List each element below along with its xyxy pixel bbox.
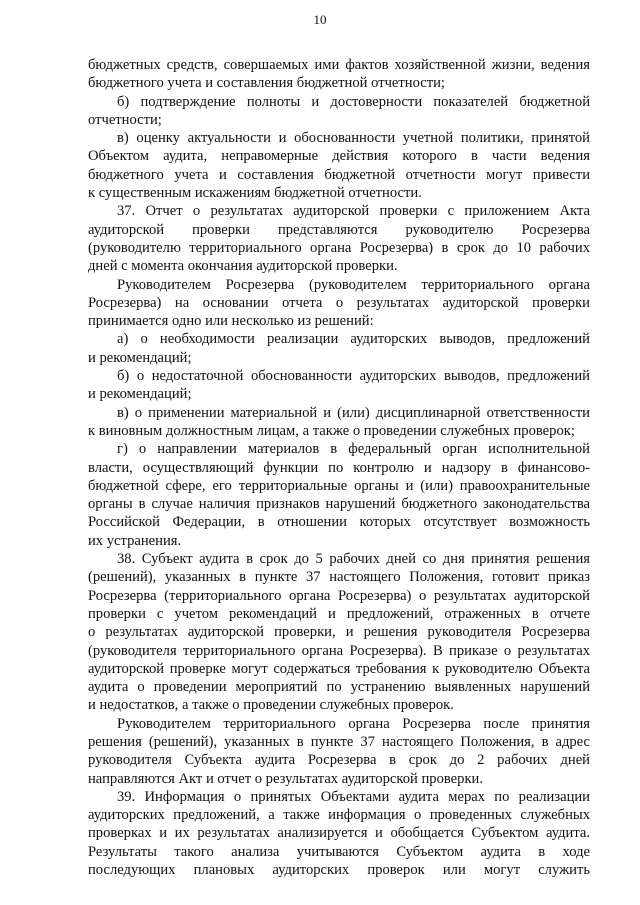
- text-line: их устранения.: [88, 532, 182, 549]
- text-line: принимается одно или несколько из решений:: [88, 313, 374, 330]
- text-line: о результатах аудиторской проверки, и решения руководителя Росрезерва: [88, 624, 590, 641]
- text-line: аудиторских предложений, а также информация о проведенных служебных: [88, 807, 590, 824]
- text-line: отчетности;: [88, 111, 162, 128]
- text-line: проверках и их результатах анализируется и обобщается Субъектом аудита.: [88, 825, 590, 842]
- text-line: (руководителя территориального органа Росрезерва). В приказе о результатах: [88, 642, 590, 659]
- text-line: бюджетной сфере, его территориальные органы и (или) правоохранительные: [88, 477, 590, 494]
- text-line: власти, осуществляющий функции по контролю и надзору в финансово-: [88, 459, 590, 476]
- text-line: последующих плановых аудиторских проверок или могут служить: [88, 862, 590, 879]
- text-line: бюджетного учета и составления бюджетной отчетности могут привести: [88, 166, 590, 183]
- text-line: органы в случае наличия признаков нарушений бюджетного законодательства: [88, 496, 590, 513]
- text-line: 38. Субъект аудита в срок до 5 рабочих дней со дня принятия решения: [117, 551, 590, 568]
- text-line: г) о направлении материалов в федеральный орган исполнительной: [117, 441, 590, 458]
- text-line: Руководителем Росрезерва (руководителем территориального органа: [117, 276, 590, 293]
- text-line: к виновным должностным лицам, а также о проведении служебных проверок;: [88, 422, 575, 439]
- text-line: бюджетного учета и составления бюджетной отчетности;: [88, 75, 445, 92]
- text-line: к существенным искажениям бюджетной отчетности.: [88, 185, 422, 202]
- text-line: и рекомендаций;: [88, 349, 192, 366]
- text-line: а) о необходимости реализации аудиторских выводов, предложений: [117, 331, 590, 348]
- text-line: Росрезерва) на основании отчета о результатах аудиторской проверки: [88, 294, 590, 311]
- text-line: в) оценку актуальности и обоснованности учетной политики, принятой: [117, 130, 590, 147]
- text-line: б) о недостаточной обоснованности аудиторских выводов, предложений: [117, 368, 590, 385]
- text-line: направляются Акт и отчет о результатах аудиторской проверки.: [88, 770, 483, 787]
- text-line: аудиторской проверки представляются руководителю Росрезерва: [88, 221, 590, 238]
- text-line: 39. Информация о принятых Объектами аудита мерах по реализации: [117, 788, 590, 805]
- document-body: [88, 56, 590, 879]
- text-line: дней с момента окончания аудиторской проверки.: [88, 258, 398, 275]
- text-line: Руководителем территориального органа Росрезерва после принятия: [117, 715, 590, 732]
- text-line: решения (решений), указанных в пункте 37 настоящего Положения, в адрес: [88, 733, 590, 750]
- text-line: аудиторской проверке могут содержаться требования к руководителю Объекта: [88, 660, 590, 677]
- text-line: 37. Отчет о результатах аудиторской проверки с приложением Акта: [117, 203, 590, 220]
- text-line: руководителя Субъекта аудита Росрезерва в срок до 2 рабочих дней: [88, 752, 590, 769]
- text-line: проверки с учетом рекомендаций и предложений, отраженных в отчете: [88, 605, 590, 622]
- page-number: 10: [313, 12, 327, 27]
- text-line: Российской Федерации, в отношении которых отсутствует возможность: [88, 514, 590, 531]
- text-line: Объектом аудита, неправомерные действия которого в части ведения: [88, 148, 590, 165]
- text-line: б) подтверждение полноты и достоверности показателей бюджетной: [117, 93, 590, 110]
- text-line: в) о применении материальной и (или) дисциплинарной ответственности: [117, 404, 590, 421]
- text-line: аудита о проведении мероприятий по устранению выявленных нарушений: [88, 679, 590, 696]
- text-line: и рекомендаций;: [88, 386, 192, 403]
- text-line: и недостатков, а также о проведении служебных проверок.: [88, 697, 454, 714]
- text-line: (решений), указанных в пункте 37 настоящего Положения, готовит приказ: [88, 569, 590, 586]
- text-line: Результаты такого анализа учитываются Субъектом аудита в ходе: [88, 843, 590, 860]
- text-line: (руководителю территориального органа Росрезерва) в срок до 10 рабочих: [88, 239, 590, 256]
- text-line: бюджетных средств, совершаемых ими фактов хозяйственной жизни, ведения: [88, 57, 590, 73]
- text-line: Росрезерва (территориального органа Росрезерва) о результатах аудиторской: [88, 587, 590, 604]
